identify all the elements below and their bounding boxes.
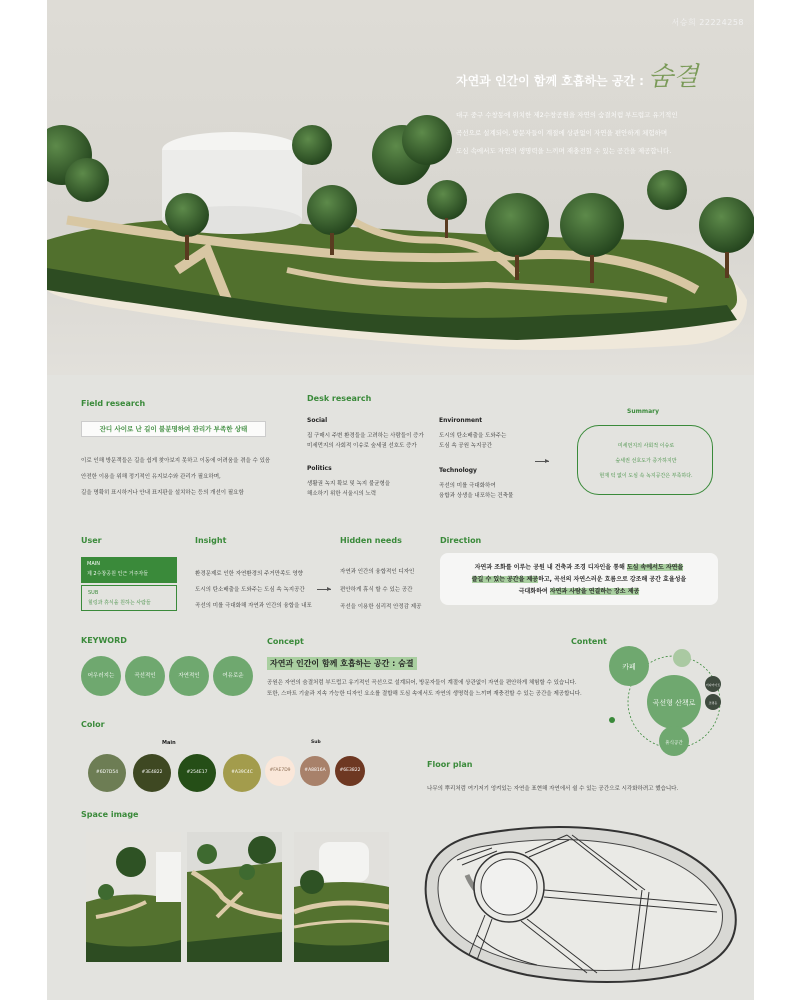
space-image-2-illustration (187, 832, 282, 962)
poster-board (47, 0, 754, 1000)
hidden-needs-line: 자연과 인간의 융합적인 디자인 (340, 569, 415, 575)
environment-label: Environment (439, 417, 483, 424)
space-image-title: Space image (81, 810, 139, 819)
user-title: User (81, 536, 102, 545)
field-research-highlight: 잔디 사이로 난 길이 불분명하여 관리가 부족한 상태 (81, 421, 266, 437)
summary-box (577, 425, 713, 495)
environment-line: 도심 속 공원 녹지공간 (439, 443, 493, 449)
keyword-title: KEYWORD (81, 636, 127, 645)
social-line: 미세먼지의 사회적 이슈로 숲세권 선호도 증가 (307, 443, 417, 449)
main-tag: MAIN (87, 561, 100, 567)
floor-plan-desc: 나무의 뿌리처럼 여기저기 엉켜있는 자연을 표현해 자연에서 쉴 수 있는 공간으로 시각화하려고 했습니다. (427, 786, 679, 792)
technology-line: 융합과 상생을 내포하는 건축물 (439, 493, 514, 499)
environment-line: 도시의 탄소배출을 도와주는 (439, 433, 507, 439)
politics-line: 생활권 녹지 확보 및 녹지 불균형을 (307, 481, 391, 487)
concept-title: Concept (267, 637, 304, 646)
technology-line: 곡선의 미를 극대화하여 (439, 483, 496, 489)
center-label: 곡선형 산책로 (652, 699, 696, 707)
hero-desc-line: 대구 중구 수창동에 위치한 제2수창공원을 자연의 숨결처럼 부드럽고 유기적인 (456, 111, 678, 119)
politics-line: 해소하기 위한 서울시의 노력 (307, 491, 377, 497)
dot-bubble (609, 717, 615, 723)
technology-label: Technology (439, 467, 477, 474)
main-colors-label: Main (162, 740, 176, 746)
hidden-needs-line: 곡선을 이용한 심리적 안정감 제공 (340, 604, 422, 610)
direction-line: 즐길 수 있는 공간을 제공하고, 곡선의 자연스러운 흐름으로 강조해 공간 효율성을 (471, 576, 687, 583)
keyword-circle: 어우러지는 (81, 656, 121, 696)
concept-headline: 자연과 인간이 함께 호흡하는 공간 : 숨결 (267, 657, 417, 670)
sub-color-swatch: #FAE7D9 (265, 756, 295, 786)
direction-title: Direction (440, 536, 482, 545)
social-line: 집 구매시 주변 환경들을 고려하는 사람들이 증가 (307, 433, 424, 439)
hidden-needs-line: 편안하게 휴식 할 수 있는 공간 (340, 587, 413, 593)
summary-line: 숲세권 선호도가 증가하지만 (615, 458, 677, 464)
hero-title-emphasis: 숨결 (648, 62, 699, 92)
rest-label: 휴식공간 (665, 741, 683, 746)
cafe-label: 카페 (622, 663, 636, 671)
insight-line: 환경문제로 인한 자연환경의 주거만족도 영향 (195, 571, 303, 577)
user-sub-box (81, 585, 177, 611)
sub-colors-label: Sub (311, 740, 321, 745)
summary-line: 미세먼지의 사회적 이슈로 (617, 443, 675, 449)
keyword-circle: 곡선적인 (125, 656, 165, 696)
space-image-3-illustration (294, 832, 389, 962)
content-bubble-diagram (607, 640, 747, 760)
summary-title: Summary (627, 408, 660, 415)
field-research-line: 길을 명확히 표시하거나 안내 표지판을 설치하는 등의 개선이 필요함 (81, 490, 244, 496)
sub-tag: SUB (88, 590, 99, 596)
space-image-2 (187, 832, 282, 962)
main-color-swatch: #6D7D54 (88, 754, 126, 792)
light-label: 조명등 (708, 701, 718, 705)
summary-line: 현재 턱 없이 도심 속 녹지공간은 부족하다. (599, 473, 693, 479)
sub-color-swatch: #A8816A (300, 756, 330, 786)
field-research-line: 이로 인해 방문객들은 길을 쉽게 찾아보지 못하고 이동에 어려움을 겪을 수 있음 (81, 458, 271, 464)
floor-plan-title: Floor plan (427, 760, 473, 769)
sub-user-text: 힐링과 휴식을 원하는 사람들 (88, 600, 151, 606)
field-research-line: 안전한 이용을 위해 정기적인 유지보수와 관리가 필요하며, (81, 474, 221, 480)
hero-desc-line: 도심 속에서도 자연의 생명력을 느끼며 재충전할 수 있는 공간을 제공합니다. (456, 147, 672, 155)
main-color-swatch: #254E17 (178, 754, 216, 792)
user-main-box (81, 557, 177, 583)
hero-title: 자연과 인간이 함께 호흡하는 공간 : (456, 74, 644, 88)
student-id: 서승희 22224258 (671, 18, 744, 27)
media-label: 미디어아트 (705, 683, 721, 687)
concept-line: 또한, 스마트 기술과 지속 가능한 디자인 요소를 결합해 도심 속에서도 자연의 생명력을 느끼며 재충전할 수 있는 공간을 제공합니다. (267, 691, 582, 697)
space-image-3 (294, 832, 389, 962)
floor-plan-drawing (417, 815, 747, 990)
space-image-1-illustration (86, 832, 181, 962)
direction-line: 자연과 조화를 이루는 공원 내 건축과 조경 디자인을 통해 도심 속에서도 자연을 (474, 564, 684, 571)
social-label: Social (307, 417, 328, 424)
insight-line: 곡선의 미를 극대화해 자연과 인간의 융합을 내포 (195, 603, 312, 609)
field-research-title: Field research (81, 399, 146, 408)
hero-desc-line: 곡선으로 설계되어, 방문자들이 계절에 상관없이 자연을 편안하게 체험하며 (456, 129, 668, 137)
direction-box (440, 553, 718, 605)
space-image-1 (86, 832, 181, 962)
color-title: Color (81, 720, 105, 729)
direction-line: 극대화하여 자연과 사람을 연결하는 장소 제공 (518, 588, 640, 595)
arrow-icon (317, 589, 331, 590)
insight-title: Insight (195, 536, 227, 545)
arrow-icon (535, 461, 549, 462)
small-bubble (673, 649, 691, 667)
hidden-needs-title: Hidden needs (340, 536, 402, 545)
content-title: Content (571, 637, 607, 646)
desk-research-title: Desk research (307, 394, 372, 403)
politics-label: Politics (307, 465, 332, 472)
keyword-circle: 여유로운 (213, 656, 253, 696)
concept-line: 공원은 자연의 숨결처럼 부드럽고 유기적인 곡선으로 설계되어, 방문자들이 계절에 상관없이 자연을 편안하게 체험할 수 있습니다. (267, 680, 577, 686)
main-color-swatch: #A39C4C (223, 754, 261, 792)
keyword-circle: 자연적인 (169, 656, 209, 696)
hero-photo (47, 0, 754, 375)
sub-color-swatch: #6E3822 (335, 756, 365, 786)
main-color-swatch: #3E4822 (133, 754, 171, 792)
insight-line: 도시의 탄소배출을 도와주는 도심 속 녹지공간 (195, 587, 305, 593)
main-user-text: 제 2수창공원 인근 거주자들 (87, 571, 149, 577)
